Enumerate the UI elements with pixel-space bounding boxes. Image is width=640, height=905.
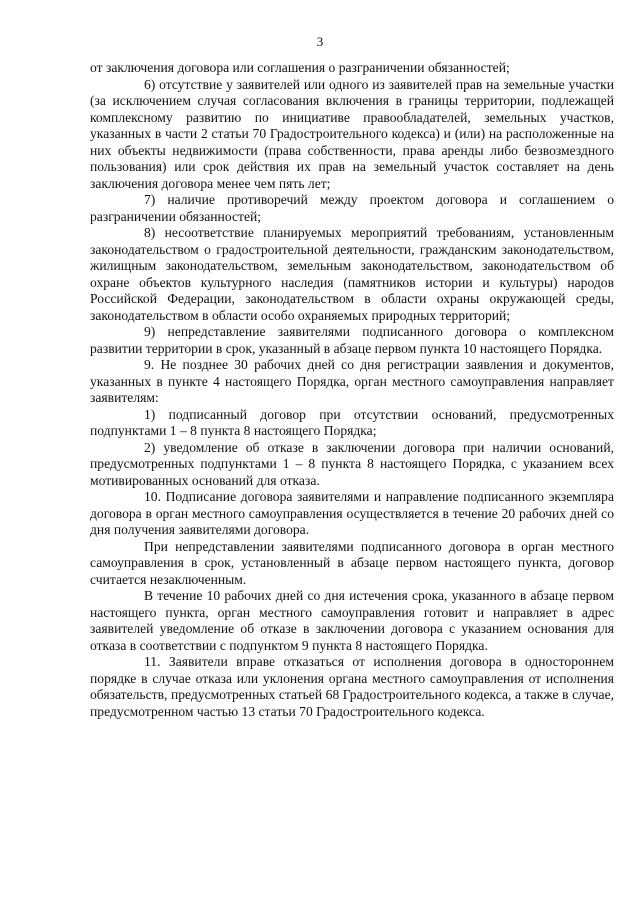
- paragraph-clause-10-part-3: В течение 10 рабочих дней со дня истечения срока, указанного в абзаце первом настоящего пункта, орган местного самоуправления готовит и направляет в адрес заявителей уведомление об отказе в заключении договора с указанием основания для отказа в соответствии с подпунктом 9 пункта 8 настоящего Порядка.: [90, 588, 614, 653]
- paragraph-clause-11: 11. Заявители вправе отказаться от исполнения договора в одностороннем порядке в случае отказа или уклонения органа местного самоуправления от исполнения обязательств, предусмотренных статьей 68 Градостроительного кодекса, а также в случае, предусмотренном частью 13 статьи 70 Градостроительного кодекса.: [90, 654, 614, 719]
- paragraph-clause-9: 9. Не позднее 30 рабочих дней со дня регистрации заявления и документов, указанных в пункте 4 настоящего Порядка, орган местного самоуправления направляет заявителям:: [90, 357, 614, 405]
- paragraph-continuation: от заключения договора или соглашения о разграничении обязанностей;: [90, 60, 510, 75]
- page-number: 3: [316, 34, 324, 49]
- paragraph-clause-10-part-2: При непредставлении заявителями подписанного договора в орган местного самоуправления в срок, установленный в абзаце первом настоящего пункта, договор считается незаключенным.: [90, 538, 614, 587]
- paragraph-item-9: 9) непредставление заявителями подписанного договора о комплексном развитии территории в срок, указанный в абзаце первом пункта 10 настоящего Порядка.: [90, 324, 614, 356]
- document-body: [90, 60, 614, 720]
- paragraph-item-7: 7) наличие противоречий между проектом договора и соглашением о разграничении обязанностей;: [90, 192, 614, 224]
- paragraph-clause-9-item-2: 2) уведомление об отказе в заключении договора при наличии оснований, предусмотренных подпунктами 1 – 8 пункта 8 настоящего Порядка, с указанием всех мотивированных оснований для отказа.: [90, 439, 614, 488]
- paragraph-item-6: 6) отсутствие у заявителей или одного из заявителей прав на земельные участки (за исключением случая согласования включения в границы территории, подлежащей комплексному развитию по инициативе правообладателей, земельных участков, указанных в части 2 статьи 70 Градостроительного кодекса) и (или) на расположенные на них объекты недвижимости (права собственности, права аренды либо безвозмездного пользования) или срок действия их прав на земельный участок составляет на день заключения договора менее чем пять лет;: [90, 76, 614, 191]
- paragraph-clause-10: 10. Подписание договора заявителями и направление подписанного экземпляра договора в орган местного самоуправления осуществляется в течение 20 рабочих дней со дня получения заявителями договора.: [90, 489, 614, 537]
- paragraph-item-8: 8) несоответствие планируемых мероприятий требованиям, установленным законодательством о градостроительной деятельности, гражданским законодательством, жилищным законодательством, земельным законодательством, законодательством об охране объектов культурного наследия (памятников истории и культуры) народов Российской Федерации, законодательством в области охраны окружающей среды, законодательством в области особо охраняемых природных территорий;: [90, 225, 614, 323]
- paragraph-clause-9-item-1: 1) подписанный договор при отсутствии оснований, предусмотренных подпунктами 1 – 8 пункта 8 настоящего Порядка;: [90, 406, 614, 438]
